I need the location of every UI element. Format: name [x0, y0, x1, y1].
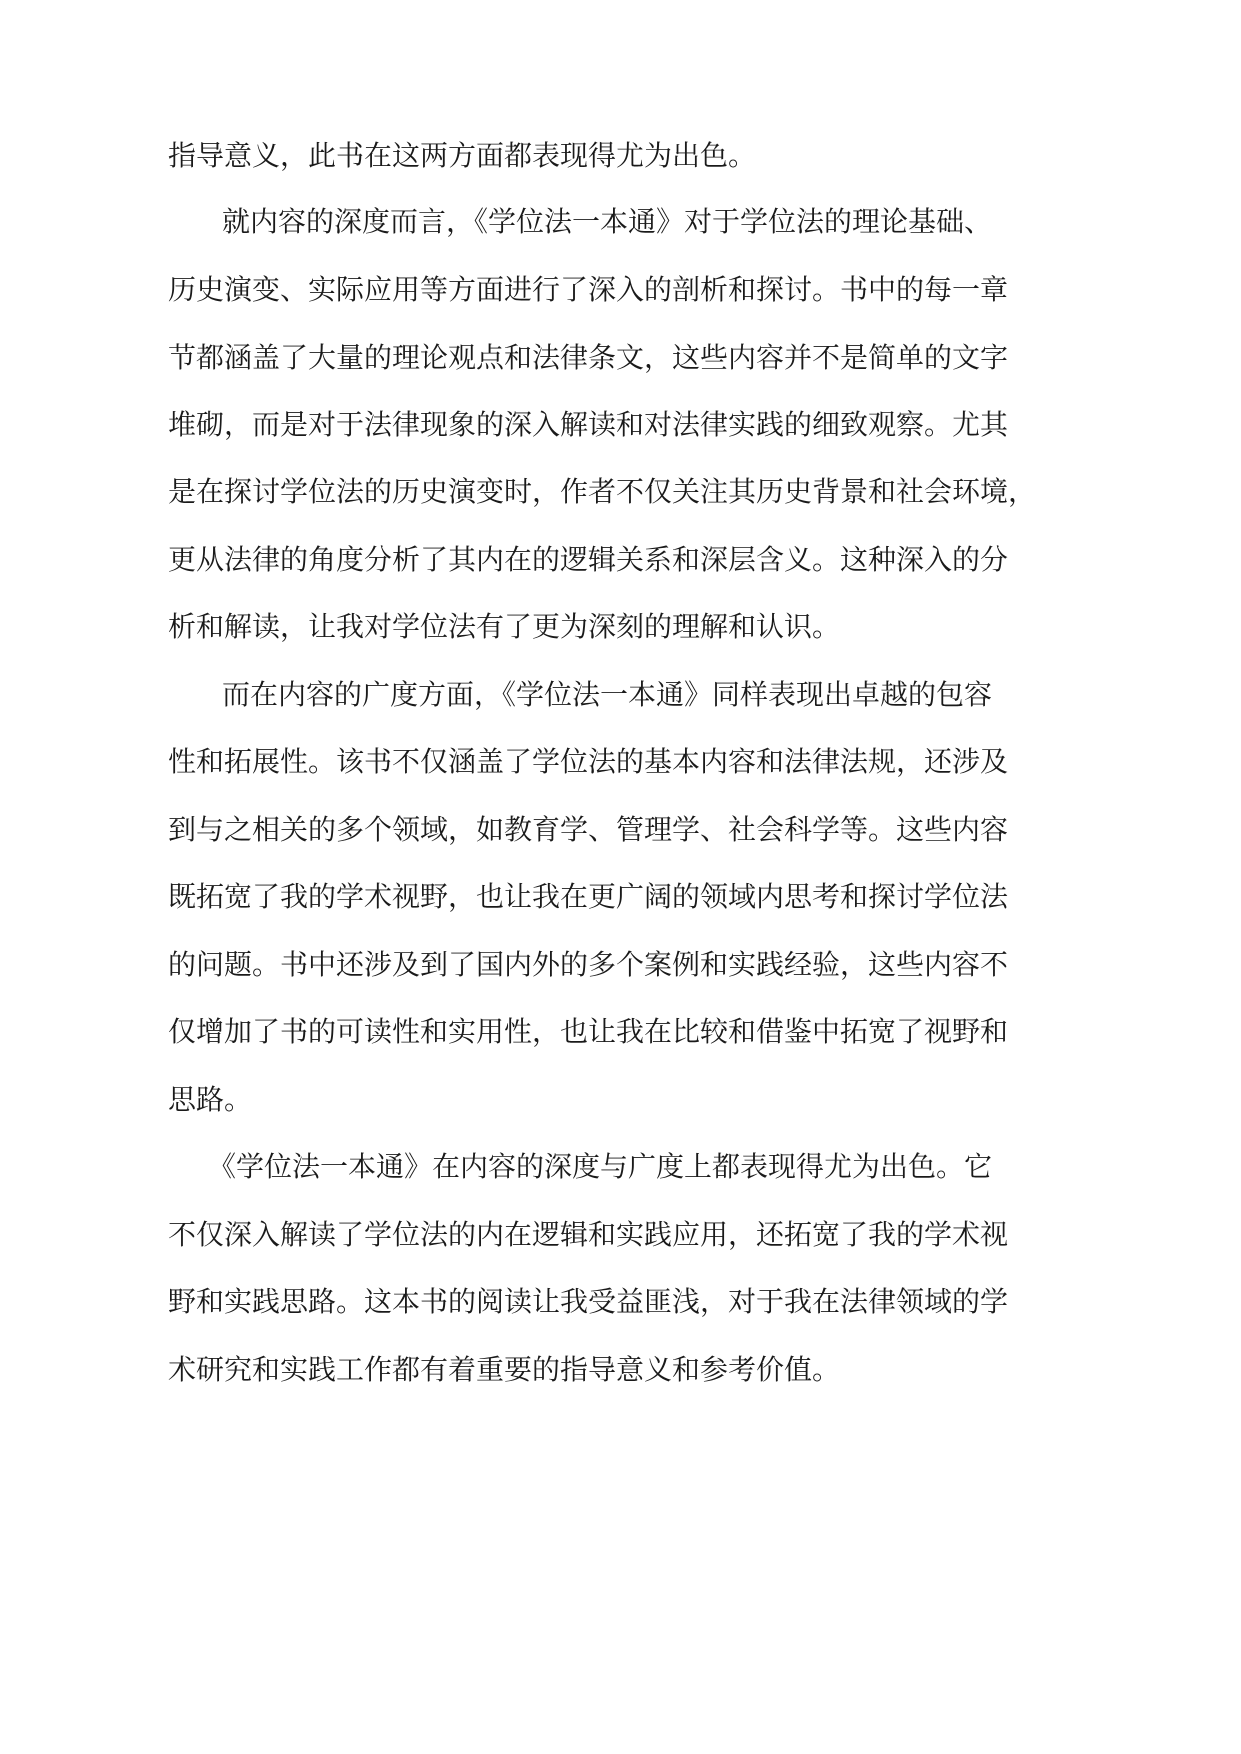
- text-line: 指导意义，此书在这两方面都表现得尤为出色。: [168, 139, 757, 172]
- paragraph-first-line: 《学位法一本通》在内容的深度与广度上都表现得尤为出色。它: [208, 1150, 993, 1183]
- text-line: 节都涵盖了大量的理论观点和法律条文，这些内容并不是简单的文字: [168, 341, 1009, 374]
- text-line: 历史演变、实际应用等方面进行了深入的剖析和探讨。书中的每一章: [168, 273, 1009, 306]
- text-line: 析和解读，让我对学位法有了更为深刻的理解和认识。: [168, 610, 841, 643]
- text-line: 不仅深入解读了学位法的内在逻辑和实践应用，还拓宽了我的学术视: [168, 1218, 1009, 1251]
- text-line: 思路。: [168, 1083, 253, 1116]
- text-line: 更从法律的角度分析了其内在的逻辑关系和深层含义。这种深入的分: [168, 543, 1009, 576]
- text-line: 是在探讨学位法的历史演变时，作者不仅关注其历史背景和社会环境，: [168, 475, 1037, 508]
- text-line: 性和拓展性。该书不仅涵盖了学位法的基本内容和法律法规，还涉及: [168, 745, 1009, 778]
- text-line: 既拓宽了我的学术视野，也让我在更广阔的领域内思考和探讨学位法: [168, 880, 1009, 913]
- text-line: 术研究和实践工作都有着重要的指导意义和参考价值。: [168, 1353, 841, 1386]
- text-line: 的问题。书中还涉及到了国内外的多个案例和实践经验，这些内容不: [168, 948, 1009, 981]
- paragraph-first-line: 而在内容的广度方面，《学位法一本通》同样表现出卓越的包容: [222, 678, 993, 711]
- paragraph-first-line: 就内容的深度而言，《学位法一本通》对于学位法的理论基础、: [222, 205, 993, 238]
- text-line: 堆砌，而是对于法律现象的深入解读和对法律实践的细致观察。尤其: [168, 408, 1009, 441]
- text-line: 仅增加了书的可读性和实用性，也让我在比较和借鉴中拓宽了视野和: [168, 1015, 1009, 1048]
- text-line: 到与之相关的多个领域，如教育学、管理学、社会科学等。这些内容: [168, 813, 1009, 846]
- text-line: 野和实践思路。这本书的阅读让我受益匪浅，对于我在法律领域的学: [168, 1285, 1009, 1318]
